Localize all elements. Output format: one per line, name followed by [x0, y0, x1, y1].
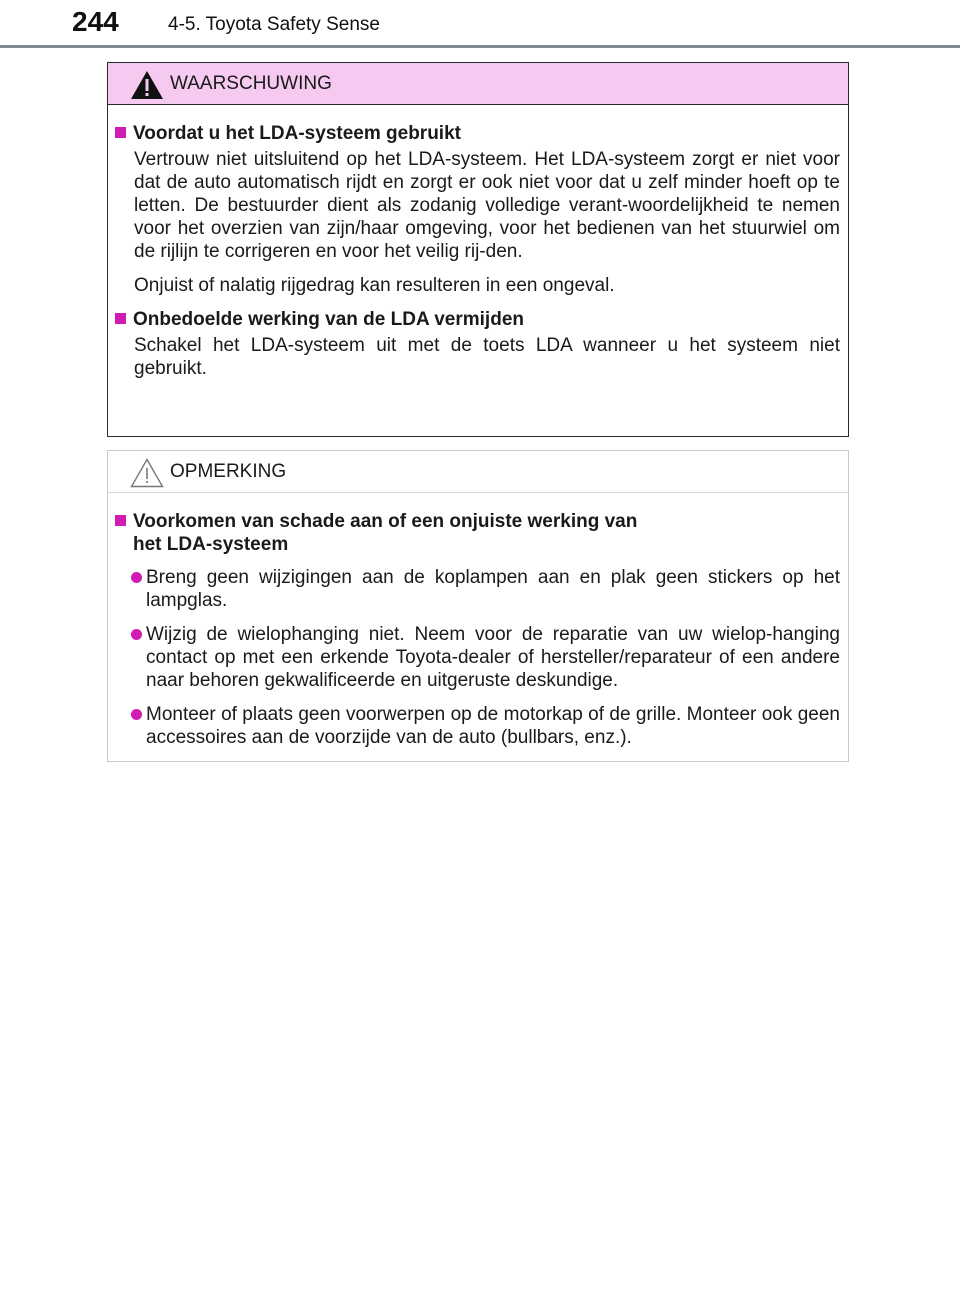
warning-section-heading-text: Onbedoelde werking van de LDA vermijden [133, 309, 524, 330]
square-bullet-icon [115, 515, 126, 526]
warning-box [107, 62, 849, 437]
round-bullet-icon [131, 629, 142, 640]
square-bullet-icon [115, 313, 126, 324]
warning-paragraph: Schakel het LDA-systeem uit met de toets LDA wanneer u het systeem niet gebruikt. [134, 335, 840, 379]
notice-bullet-text: Monteer of plaats geen voorwerpen op de motorkap of de grille. Monteer ook geen accessoires aan de voorzijde van de auto (bullbars, enz.). [146, 704, 840, 748]
caution-triangle-icon [130, 458, 164, 488]
notice-heading-line: het LDA-systeem [133, 534, 289, 555]
notice-heading-line: Voorkomen van schade aan of een onjuiste werking van [133, 511, 638, 532]
notice-box [107, 450, 849, 762]
square-bullet-icon [115, 127, 126, 138]
notice-bullet-item [115, 623, 840, 692]
warning-box-header [108, 63, 848, 105]
notice-bullet-item [115, 703, 840, 749]
notice-section-heading [115, 510, 840, 556]
warning-paragraph: Vertrouw niet uitsluitend op het LDA-systeem. Het LDA-systeem zorgt er niet voor dat de auto automatisch rijdt en zorgt er ook niet voor dat u zelf minder hoeft op te letten. De bestuurder dient als zodanig volledige verant-woordelijkheid te nemen voor het overzien van zijn/haar omgeving, voor het bedienen van het stuurwiel om de rijlijn te corrigeren en voor het veilig rij-den. [134, 149, 840, 262]
notice-bullet-text: Breng geen wijzigingen aan de koplampen aan en plak geen stickers op het lampglas. [146, 567, 840, 611]
round-bullet-icon [131, 572, 142, 583]
page-number: 244 [72, 6, 119, 37]
warning-paragraph: Onjuist of nalatig rijgedrag kan resulteren in een ongeval. [134, 275, 615, 296]
warning-box-label: WAARSCHUWING [170, 73, 332, 94]
notice-bullet-text: Wijzig de wielophanging niet. Neem voor de reparatie van uw wielop-hanging contact op met een erkende Toyota-dealer of hersteller/reparateur of een andere naar behoren gekwalificeerde en uitgeruste deskundige. [146, 624, 840, 691]
warning-section-heading [115, 308, 840, 331]
notice-box-label: OPMERKING [170, 461, 287, 482]
notice-bullet-item [115, 566, 840, 612]
round-bullet-icon [131, 709, 142, 720]
header-divider [0, 45, 960, 48]
notice-box-body [108, 493, 848, 749]
notice-box-header [108, 451, 848, 493]
warning-box-body [108, 105, 848, 380]
section-title: 4-5. Toyota Safety Sense [168, 14, 380, 35]
warning-section-heading [115, 122, 840, 145]
warning-triangle-icon [130, 70, 164, 100]
warning-section-heading-text: Voordat u het LDA-systeem gebruikt [133, 123, 461, 144]
